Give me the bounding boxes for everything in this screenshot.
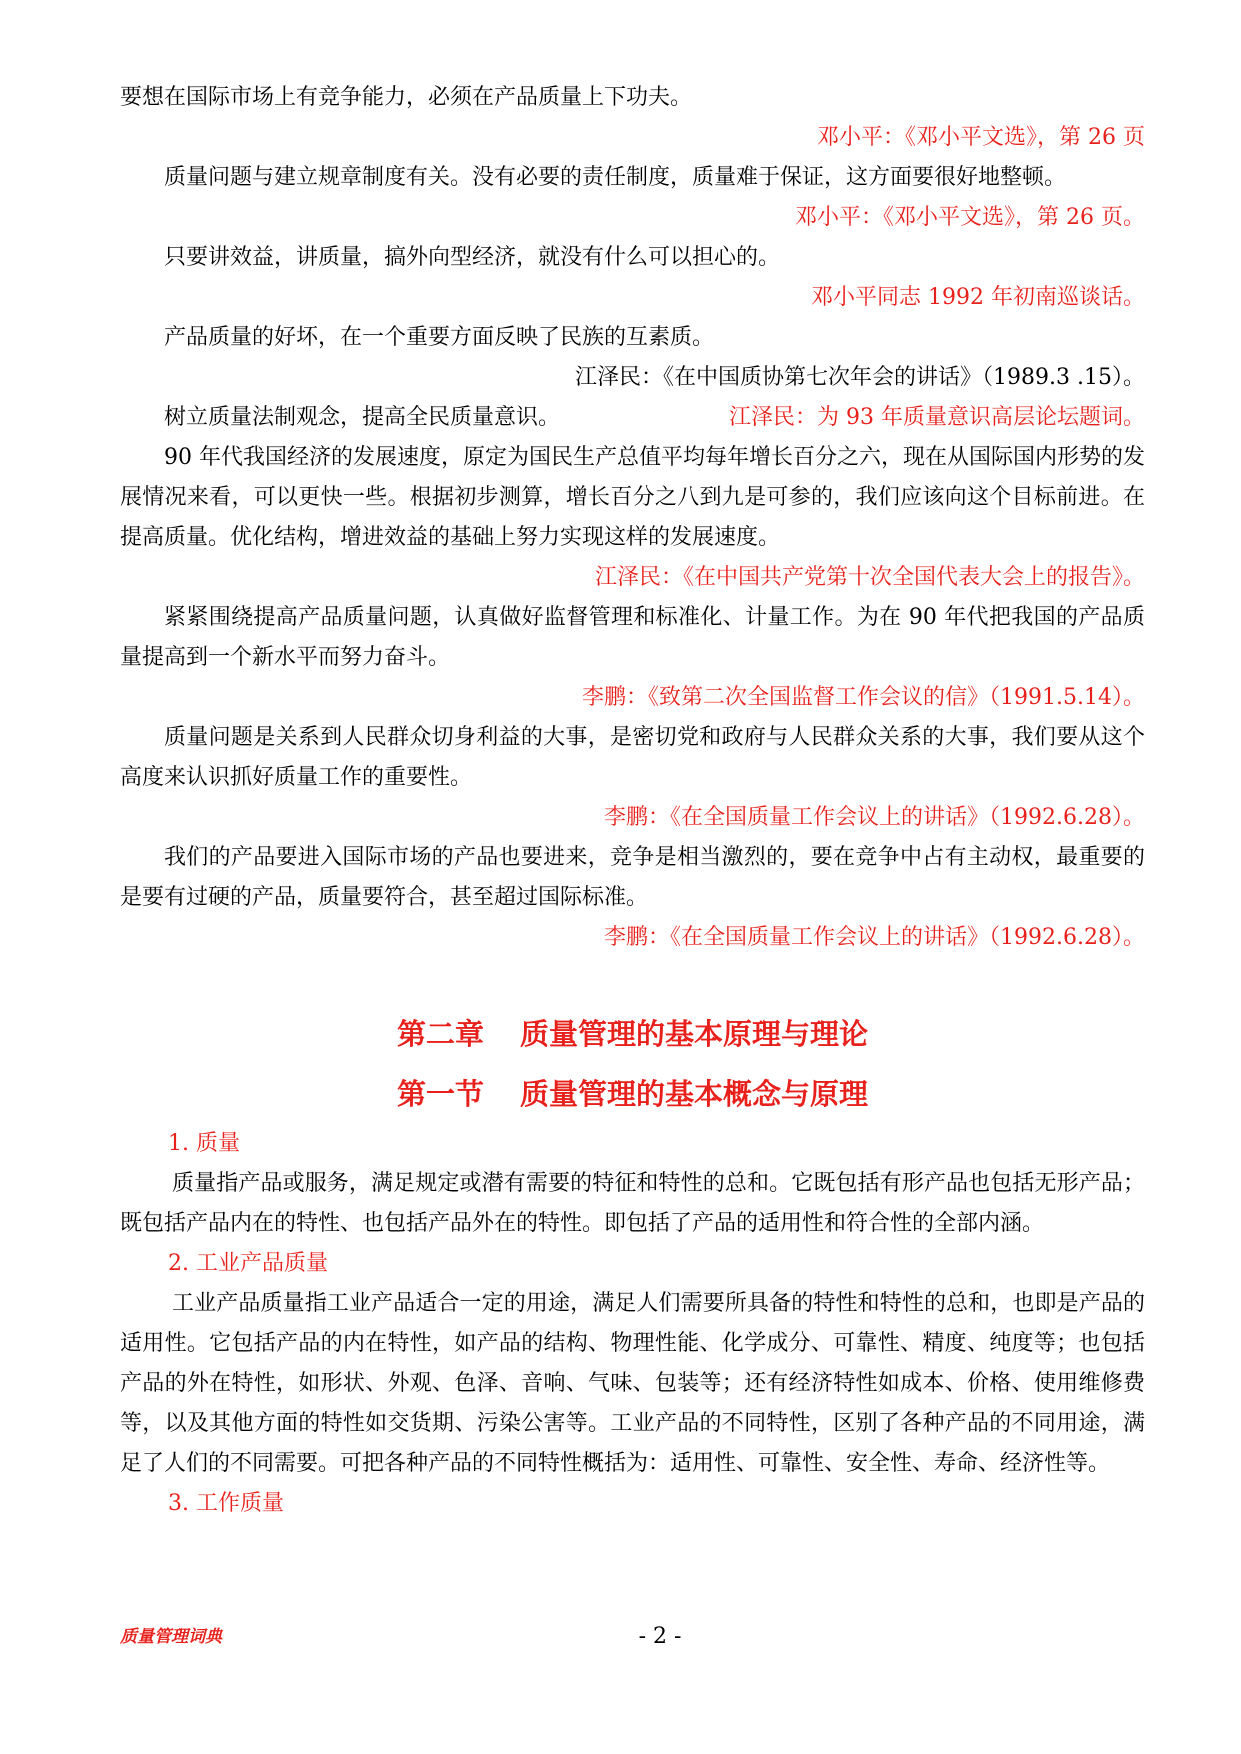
- footer-book-title: 质量管理词典: [120, 1627, 222, 1647]
- quote-source: 李鹏：《致第二次全国监督工作会议的信》（1991.5.14）。: [582, 685, 1145, 710]
- quote-source: 江泽民：为 93 年质量意识高层论坛题词。: [729, 405, 1145, 430]
- chapter-title: 质量管理的基本原理与理论: [520, 1017, 869, 1051]
- item-body: 工业产品质量指工业产品适合一定的用途，满足人们需要所具备的特性和特性的总和，也即是产品的适用性。它包括产品的内在特性，如产品的结构、物理性能、化学成分、可靠性、精度、纯度等；也包括产品的外在特性，如形状、外观、色泽、音响、气味、包装等；还有经济特性如成本、价格、使用维修费等，以及其他方面的特性如交货期、污染公害等。工业产品的不同特性，区别了各种产品的不同用途，满足了人们的不同需要。可把各种产品的不同特性概括为：适用性、可靠性、安全性、寿命、经济性等。: [120, 1291, 1145, 1476]
- page-number: - 2 -: [638, 1624, 682, 1649]
- quote-source: 李鹏：《在全国质量工作会议上的讲话》（1992.6.28）。: [604, 925, 1145, 950]
- item-heading: 1. 质量: [168, 1131, 240, 1156]
- quote-paragraph: 我们的产品要进入国际市场的产品也要进来，竞争是相当激烈的，要在竞争中占有主动权，最重要的是要有过硬的产品，质量要符合，甚至超过国际标准。: [120, 845, 1145, 910]
- quote-paragraph: 质量问题是关系到人民群众切身利益的大事，是密切党和政府与人民群众关系的大事，我们要从这个高度来认识抓好质量工作的重要性。: [120, 725, 1145, 790]
- quote-paragraph: 质量问题与建立规章制度有关。没有必要的责任制度，质量难于保证，这方面要很好地整顿。: [164, 165, 1067, 190]
- document-page: [120, 78, 1145, 1524]
- quote-paragraph: 紧紧围绕提高产品质量问题，认真做好监督管理和标准化、计量工作。为在 90 年代把我国的产品质量提高到一个新水平而努力奋斗。: [120, 605, 1145, 670]
- section-number: 第一节: [396, 1077, 484, 1111]
- chapter-heading: [120, 1004, 1145, 1064]
- section-title: 质量管理的基本概念与原理: [520, 1077, 869, 1111]
- quote-source: 邓小平同志 1992 年初南巡谈话。: [811, 285, 1145, 310]
- section-heading: [120, 1064, 1145, 1124]
- quote-text: 树立质量法制观念，提高全民质量意识。: [164, 405, 561, 430]
- spacer: [120, 958, 1145, 1004]
- quote-source: 江泽民：《在中国质协第七次年会的讲话》（1989.3 .15）。: [575, 365, 1145, 390]
- item-heading: 3. 工作质量: [168, 1491, 284, 1516]
- page-footer: [120, 1622, 1145, 1652]
- quote-source: 邓小平：《邓小平文选》，第 26 页: [817, 125, 1145, 150]
- item-heading: 2. 工业产品质量: [168, 1251, 328, 1276]
- item-body: 质量指产品或服务，满足规定或潜有需要的特征和特性的总和。它既包括有形产品也包括无形产品；既包括产品内在的特性、也包括产品外在的特性。即包括了产品的适用性和符合性的全部内涵。: [120, 1171, 1145, 1236]
- quote-source: 李鹏：《在全国质量工作会议上的讲话》（1992.6.28）。: [604, 805, 1145, 830]
- quote-continuation: 要想在国际市场上有竞争能力，必须在产品质量上下功夫。: [120, 85, 693, 110]
- quote-source: 江泽民：《在中国共产党第十次全国代表大会上的报告》。: [594, 565, 1145, 590]
- chapter-number: 第二章: [396, 1017, 484, 1051]
- quote-paragraph: 只要讲效益，讲质量，搞外向型经济，就没有什么可以担心的。: [164, 245, 781, 270]
- quote-with-inline-source: [120, 398, 1145, 438]
- quote-source: 邓小平：《邓小平文选》，第 26 页。: [795, 205, 1145, 230]
- quote-paragraph: 90 年代我国经济的发展速度，原定为国民生产总值平均每年增长百分之六，现在从国际国内形势的发展情况来看，可以更快一些。根据初步测算，增长百分之八到九是可参的，我们应该向这个目标前进。在提高质量。优化结构，增进效益的基础上努力实现这样的发展速度。: [120, 445, 1145, 550]
- quote-paragraph: 产品质量的好坏，在一个重要方面反映了民族的互素质。: [164, 325, 715, 350]
